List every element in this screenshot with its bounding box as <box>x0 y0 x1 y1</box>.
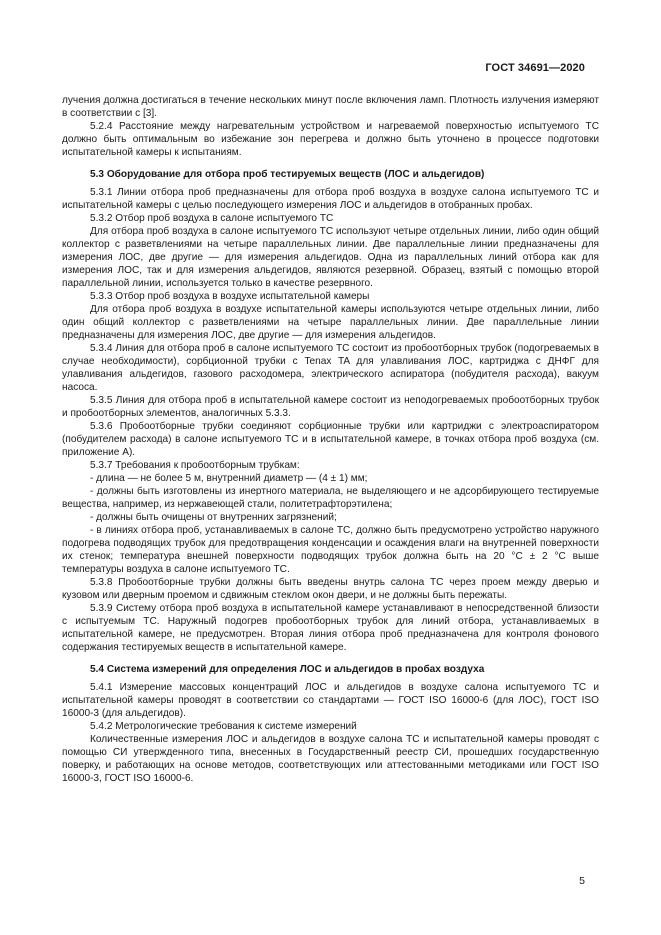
paragraph-5-3-1: 5.3.1 Линии отбора проб предназначены для отбора проб воздуха в воздухе салона испытуемого ТС и испытательной камеры с целью последующего измерения ЛОС и альдегидов в отобранных пробах. <box>62 187 599 211</box>
paragraph-5-3-6: 5.3.6 Пробоотборные трубки соединяют сорбционные трубки или картриджи с электроаспиратором (побудителем расхода) в салоне испытуемого ТС и в испытательной камере, в точках отбора проб воздуха (см. приложение А). <box>62 421 599 458</box>
page-body <box>62 94 599 785</box>
paragraph-5-4-2-body: Количественные измерения ЛОС и альдегидов в воздухе салона ТС и испытательной камеры проводят с помощью СИ утвержденного типа, внесенных в Государственный реестр СИ, прошедших государственную поверку, и работающих на основе методов, соответствующих или аттестованными методиками или ГОСТ ISO 16000-3, ГОСТ ISO 16000-6. <box>62 734 599 784</box>
paragraph-5-3-3-body: Для отбора проб воздуха в воздухе испытательной камеры используются четыре отдельных линии, либо один общий коллектор с разветвлениями на четыре параллельных линии. Две параллельные линии предназначены для измерения ЛОС, две другие — для измерения альдегидов. <box>62 304 599 341</box>
paragraph-5-3-4: 5.3.4 Линия для отбора проб в салоне испытуемого ТС состоит из пробоотборных трубок (подогреваемых в случае необходимости), сорбционной трубки с Tenax TA для улавливания ЛОС, картриджа с ДНФГ для улавливания альдегидов, газового расходомера, электрического аспиратора (побудителя расхода), вакуум насоса. <box>62 343 599 393</box>
paragraph-5-3-2: 5.3.2 Отбор проб воздуха в салоне испытуемого ТС <box>90 213 334 224</box>
section-heading-5-3: 5.3 Оборудование для отбора проб тестируемых веществ (ЛОС и альдегидов) <box>90 169 485 180</box>
paragraph-5-3-8: 5.3.8 Пробоотборные трубки должны быть введены внутрь салона ТС через проем между дверью и кузовом или дверным проемом и сдвижным стеклом окон двери, и не должны быть пережаты. <box>62 577 599 601</box>
list-item-heating: - в линиях отбора проб, устанавливаемых в салоне ТС, должно быть предусмотрено устройство наружного подогрева подводящих трубок для предотвращения конденсации и осаждения влаги на внутренней поверхности их стенок; температура внешней поверхности подводящих трубок должна быть на 20 °С ± 2 °С выше температуры воздуха в салоне испытуемого ТС. <box>62 525 599 575</box>
paragraph-5-3-2-body: Для отбора проб воздуха в салоне испытуемого ТС используют четыре отдельных линии, либо один общий коллектор с разветвлениями на четыре параллельных линии. Две параллельные линии предназначены для измерения ЛОС, две другие — для измерения альдегидов. Одна из параллельных линий отбора как для измерения ЛОС, так и для измерения альдегидов, являются резервной. Образец, взятый с помощью второй параллельной линии, используется только в качестве резервного. <box>62 226 599 289</box>
paragraph-5-2-4: 5.2.4 Расстояние между нагревательным устройством и нагреваемой поверхностью испытуемого ТС должно быть оптимальным во избежание зон перегрева и должно быть уточнено в процессе подготовки испытательной камеры к испытаниям. <box>62 121 599 158</box>
paragraph-5-4-2: 5.4.2 Метрологические требования к системе измерений <box>90 721 357 732</box>
page-number: 5 <box>579 875 585 887</box>
list-item-material: - должны быть изготовлены из инертного материала, не выделяющего и не адсорбирующего тестируемые вещества, например, из нержавеющей стали, политетрафторэтилена; <box>62 486 599 510</box>
paragraph-5-3-9: 5.3.9 Систему отбора проб воздуха в испытательной камере устанавливают в непосредственной близости с испытуемым ТС. Наружный подогрев пробоотборных трубок для линий отбора, устанавливаемых в испытательной камере, не предусмотрен. Вторая линия отбора проб предназначена для контроля фонового содержания тестируемых веществ в испытательной камере. <box>62 603 599 653</box>
paragraph-continuation: лучения должна достигаться в течение нескольких минут после включения ламп. Плотность излучения измеряют в соответствии с [3]. <box>62 95 599 119</box>
list-item-clean: - должны быть очищены от внутренних загрязнений; <box>90 512 337 523</box>
section-heading-5-4: 5.4 Система измерений для определения ЛОС и альдегидов в пробах воздуха <box>90 664 485 675</box>
paragraph-5-3-3: 5.3.3 Отбор проб воздуха в воздухе испытательной камеры <box>90 291 370 302</box>
paragraph-5-3-7: 5.3.7 Требования к пробоотборным трубкам: <box>90 460 300 471</box>
standard-designation: ГОСТ 34691—2020 <box>485 62 585 74</box>
paragraph-5-3-5: 5.3.5 Линия для отбора проб в испытательной камере состоит из неподогреваемых пробоотборных трубок и пробоотборных элементов, аналогичных 5.3.3. <box>62 395 599 419</box>
list-item-length: - длина — не более 5 м, внутренний диаметр — (4 ± 1) мм; <box>90 473 368 484</box>
paragraph-5-4-1: 5.4.1 Измерение массовых концентраций ЛОС и альдегидов в воздухе салона испытуемого ТС и испытательной камеры проводят в соответствии со стандартами — ГОСТ ISO 16000-6 (для ЛОС), ГОСТ ISO 16000-3 (для альдегидов). <box>62 682 599 719</box>
